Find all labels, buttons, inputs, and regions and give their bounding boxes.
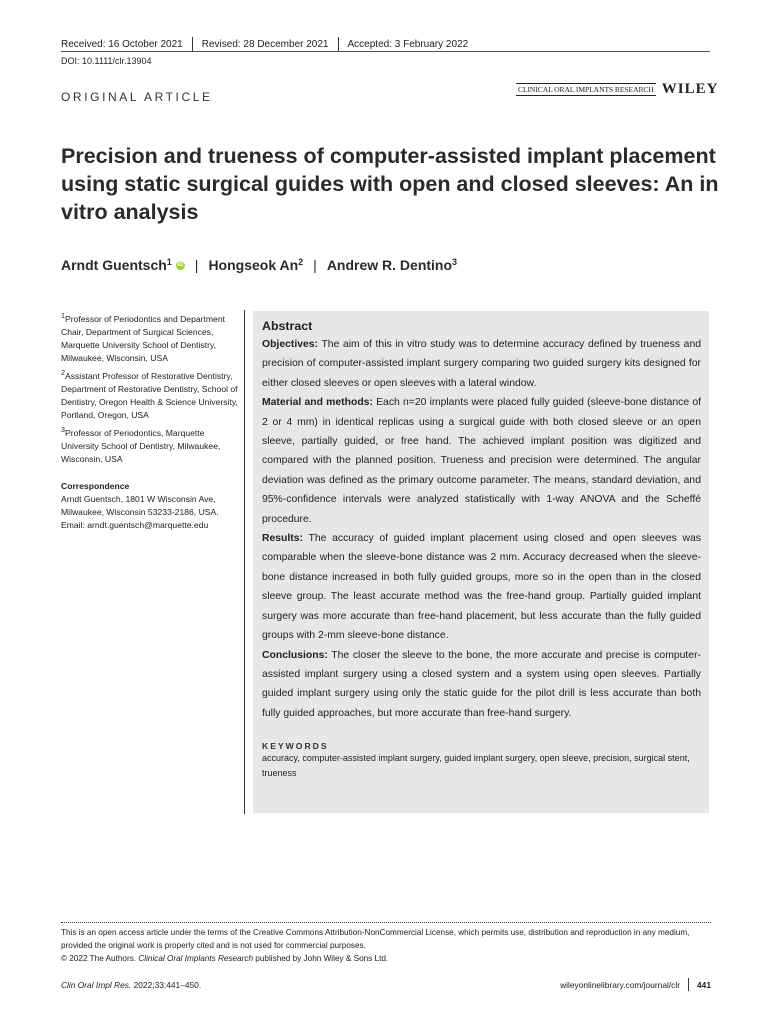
divider — [338, 37, 339, 52]
citation: Clin Oral Impl Res. 2022;33:441–450. — [61, 979, 202, 990]
divider: | — [194, 257, 199, 273]
affiliations — [61, 310, 239, 532]
author-name[interactable]: Andrew R. Dentino$^3$ — [326, 257, 458, 273]
accepted-date: Accepted: 3 February 2022 — [347, 39, 469, 50]
divider — [192, 37, 193, 52]
author-name[interactable]: Hongseok An$^2$ — [208, 257, 304, 273]
doi[interactable] — [61, 51, 710, 66]
correspondence-address: Arndt Guentsch, 1801 W Wisconsin Ave, Milwaukee, Wisconsin 53233-2186, USA. — [61, 493, 219, 517]
keywords-heading: KEYWORDS — [262, 741, 329, 752]
correspondence-email[interactable]: Email: arndt.guentsch@marquette.edu — [61, 519, 209, 530]
license-footnote — [61, 922, 711, 966]
received-date: Received: 16 October 2021 — [61, 39, 183, 50]
orcid-icon[interactable]: iD — [177, 261, 184, 268]
license-text: This is an open access article under the terms of the Creative Commons Attribution-NonCommercial License, which permits use, distribution and reproduction in any medium, provided the original work is properly cited and is not used for commercial purposes. — [61, 928, 690, 951]
divider — [688, 978, 689, 991]
journal-url[interactable]: wileyonlinelibrary.com/journal/clr — [560, 979, 681, 990]
affiliation: $^1$Professor of Periodontics and Department Chair, Department of Surgical Sciences, Marquette University School of Dentistry, Milwaukee, Wisconsin, USA — [61, 312, 226, 363]
correspondence-heading: Correspondence — [61, 480, 130, 491]
abstract-conclusions: Conclusions: The closer the sleeve to the bone, the more accurate and precise is computer-assisted implant surgery using a closed system and a system using open sleeves. Partially guided implant surgery using only the static guide for the pilot drill is less accurate than both fully guided approaches, but more accurate than free-hand surgery. — [262, 649, 701, 719]
column-divider — [244, 310, 245, 814]
divider: | — [313, 257, 317, 273]
affiliation: $^3$Professor of Periodontics, Marquette University School of Dentistry, Milwaukee, Wisconsin, USA — [61, 425, 221, 464]
abstract-objectives: Objectives: The aim of this in vitro study was to determine accuracy defined by trueness and precision of computer-assisted implant surgery comparing two guided surgery kits designed for either closed sleeves or open sleeves with a lateral window. — [262, 339, 701, 389]
affiliation: $^2$Assistant Professor of Restorative Dentistry, Department of Restorative Dentistry, School of Dentistry, Oregon Health & Science University, Portland, Oregon, USA — [61, 368, 238, 420]
journal-logo: CLINICAL ORAL IMPLANTS RESEARCH — [518, 85, 654, 94]
publisher-logo: WILEY — [661, 81, 719, 97]
abstract-results: Results: The accuracy of guided implant placement using closed and open sleeves was comparable when the sleeve-bone distance was 2 mm. Accuracy decreased when the sleeve-bone distance increased in both fully guided groups, more so in the open than in the closed sleeve group. The least accurate method was the free-hand group. Partially guided implant surgery was more accurate than free-hand placement, but less accurate than the fully guided groups with 2-mm sleeve-bone distance. — [262, 533, 701, 642]
abstract-methods: Material and methods: Each n=20 implants were placed fully guided (sleeve-bone distance of 2 or 4 mm) in identical replicas using a surgical guide with both closed sleeve or an open sleeve, partially guided, or free hand. The achieved implant position was digitized and compared with the planned position. Trueness and precision were determined. The angular deviation was defined as the primary outcome parameter. The means, standard deviation, and 95%-confidence intervals were analyzed statistically with 1-way ANOVA and the Scheffé procedure. — [262, 397, 702, 525]
page-footer — [61, 978, 711, 991]
abstract-heading: Abstract — [262, 319, 313, 333]
abstract-box — [253, 311, 709, 813]
doi-text[interactable]: DOI: 10.1111/clr.13904 — [61, 56, 152, 66]
journal-branding — [516, 81, 718, 98]
author-list — [61, 257, 457, 273]
article-title: Precision and trueness of computer-assisted implant placement using static surgical guides with open and closed sleeves: An in vitro analysis — [61, 144, 719, 224]
keywords: accuracy, computer-assisted implant surgery, guided implant surgery, open sleeve, precision, surgical stent, trueness — [262, 753, 690, 779]
page-number: 441 — [697, 979, 711, 990]
article-dates — [61, 37, 468, 52]
revised-date: Revised: 28 December 2021 — [201, 39, 329, 50]
section-label: ORIGINAL ARTICLE — [61, 90, 213, 104]
copyright-text: © 2022 The Authors. Clinical Oral Implants Research published by John Wiley & Sons Ltd. — [61, 954, 389, 964]
author-name[interactable]: Arndt Guentsch$^1$ — [61, 257, 172, 273]
